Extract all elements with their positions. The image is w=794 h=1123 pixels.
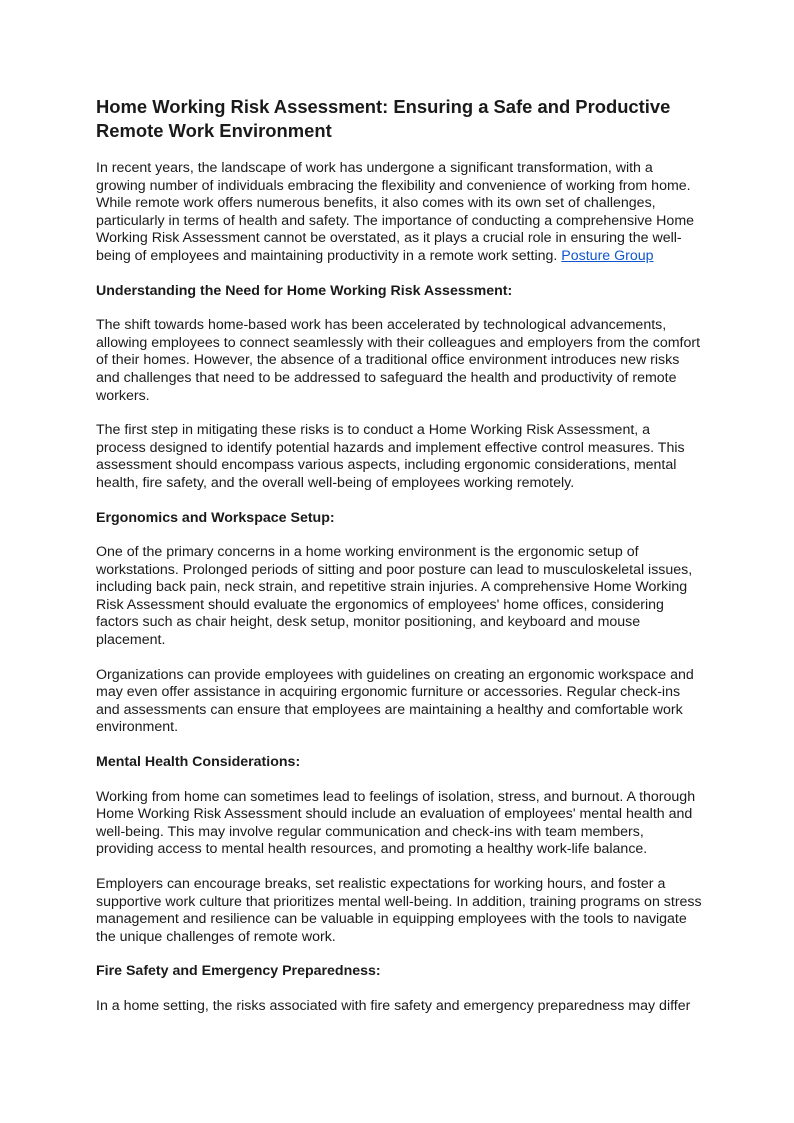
section-heading-mental-health: Mental Health Considerations: bbox=[96, 754, 301, 771]
section-mental-health-paragraph-2: Employers can encourage breaks, set realistic expectations for working hours, and foster a supportive work culture that prioritizes mental well-being. In addition, training programs on stress management and resilience can be valuable in equipping employees with the tools to navigate the unique challenges of remote work. bbox=[96, 876, 702, 945]
section-fire-safety-paragraph-1: In a home setting, the risks associated with fire safety and emergency preparedness may differ bbox=[96, 997, 691, 1014]
posture-group-link[interactable]: Posture Group bbox=[561, 247, 654, 264]
intro-paragraph bbox=[96, 160, 702, 266]
section-mental-health-paragraph-1: Working from home can sometimes lead to feelings of isolation, stress, and burnout. A thorough Home Working Risk Assessment should include an evaluation of employees' mental health and well-being. This may involve regular communication and check-ins with team members, providing access to mental health resources, and promoting a healthy work-life balance. bbox=[96, 788, 696, 858]
section-heading-fire-safety: Fire Safety and Emergency Preparedness: bbox=[96, 963, 381, 980]
document-page bbox=[96, 95, 702, 1033]
section-heading-need: Understanding the Need for Home Working Risk Assessment: bbox=[96, 282, 513, 299]
section-need-paragraph-2: The first step in mitigating these risks is to conduct a Home Working Risk Assessment, a process designed to identify potential hazards and implement effective control measures. This assessment should encompass various aspects, including ergonomic considerations, mental health, fire safety, and the overall well-being of employees working remotely. bbox=[96, 422, 685, 491]
section-need-paragraph-1: The shift towards home-based work has been accelerated by technological advancements, allowing employees to connect seamlessly with their colleagues and employers from the comfort of their homes. However, the absence of a traditional office environment introduces new risks and challenges that need to be addressed to safeguard the health and productivity of remote workers. bbox=[96, 317, 701, 404]
document-title: Home Working Risk Assessment: Ensuring a Safe and Productive Remote Work Environment bbox=[96, 96, 671, 141]
section-ergonomics-paragraph-1: One of the primary concerns in a home working environment is the ergonomic setup of workstations. Prolonged periods of sitting and poor posture can lead to musculoskeletal issues, including back pain, neck strain, and repetitive strain injuries. A comprehensive Home Working Risk Assessment should evaluate the ergonomics of employees' home offices, considering factors such as chair height, desk setup, monitor positioning, and keyboard and mouse placement. bbox=[96, 544, 693, 649]
section-heading-ergonomics: Ergonomics and Workspace Setup: bbox=[96, 509, 335, 526]
intro-text: In recent years, the landscape of work has undergone a significant transformation, with a growing number of individuals embracing the flexibility and convenience of working from home. While remote work offers numerous benefits, it also comes with its own set of challenges, particularly in terms of health and safety. The importance of conducting a comprehensive Home Working Risk Assessment cannot be overstated, as it plays a crucial role in ensuring the well-being of employees and maintaining productivity in a remote work setting. bbox=[96, 160, 695, 264]
section-ergonomics-paragraph-2: Organizations can provide employees with guidelines on creating an ergonomic workspace and may even offer assistance in acquiring ergonomic furniture or accessories. Regular check-ins and assessments can ensure that employees are maintaining a healthy and comfortable work environment. bbox=[96, 666, 694, 736]
